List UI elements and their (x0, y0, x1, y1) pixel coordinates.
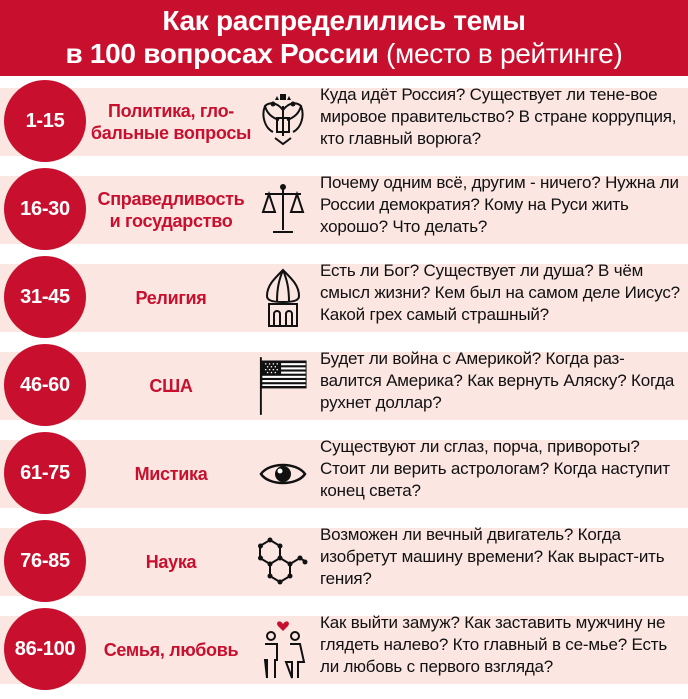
title-line-1: Как распределились темы (162, 5, 526, 36)
questions-text: Почему одним всё, другим - ничего? Нужна ли России демократия? Кому на Руси жить хорошо? Что делать? (320, 173, 679, 236)
rank-range-badge: 46-60 (4, 344, 86, 426)
topic-row-mysticism (0, 432, 688, 514)
topic-row-family (0, 608, 688, 690)
rank-range-badge: 76-85 (4, 520, 86, 602)
us-flag-icon (258, 354, 308, 418)
topic-label: США (149, 376, 193, 396)
church-dome-icon (258, 266, 308, 330)
topic-row-science (0, 520, 688, 602)
questions-text: Возможен ли вечный двигатель? Когда изобретут машину времени? Как выраст-ить гения? (320, 525, 665, 588)
title-line-2 (0, 37, 688, 70)
topic-row-politics (0, 80, 688, 162)
title-banner (0, 0, 688, 76)
title-line-2-main: в 100 вопросах России (65, 38, 379, 69)
rank-range-badge: 1-15 (4, 80, 86, 162)
questions-text: Есть ли Бог? Существует ли душа? В чём смысл жизни? Кем был на самом деле Иисус? Какой грех самый страшный? (320, 261, 680, 324)
rank-range-badge: 16-30 (4, 168, 86, 250)
rank-range-badge: 31-45 (4, 256, 86, 338)
topic-label: Справедливость и государство (97, 189, 245, 231)
couple-icon (258, 618, 308, 682)
topic-row-religion (0, 256, 688, 338)
topic-label: Семья, любовь (103, 640, 239, 660)
rank-range-badge: 86-100 (4, 608, 86, 690)
scales-icon (258, 178, 308, 242)
topic-label: Религия (135, 288, 207, 308)
topic-label: Мистика (134, 464, 208, 484)
topic-label: Политика, гло-бальные вопросы (90, 101, 252, 143)
title-line-2-note: (место в рейтинге) (386, 38, 623, 69)
eye-icon (258, 442, 308, 506)
questions-text: Как выйти замуж? Как заставить мужчину не глядеть налево? Кто главный в се-мье? Есть ли любовь с первого взгляда? (320, 613, 667, 676)
topic-label: Наука (145, 552, 197, 572)
questions-text: Существуют ли сглаз, порча, привороты? Стоит ли верить астрологам? Когда наступит конец света? (320, 437, 670, 500)
molecule-icon (258, 530, 308, 594)
topic-row-justice (0, 168, 688, 250)
questions-text: Будет ли война с Америкой? Когда раз-валится Америка? Как вернуть Аляску? Когда рухнет доллар? (320, 349, 675, 412)
double-headed-eagle-icon (258, 90, 308, 154)
questions-text: Куда идёт Россия? Существует ли тене-вое мировое правительство? В стране коррупция, кто главный ворюга? (320, 85, 677, 148)
rank-range-badge: 61-75 (4, 432, 86, 514)
topic-row-usa (0, 344, 688, 426)
